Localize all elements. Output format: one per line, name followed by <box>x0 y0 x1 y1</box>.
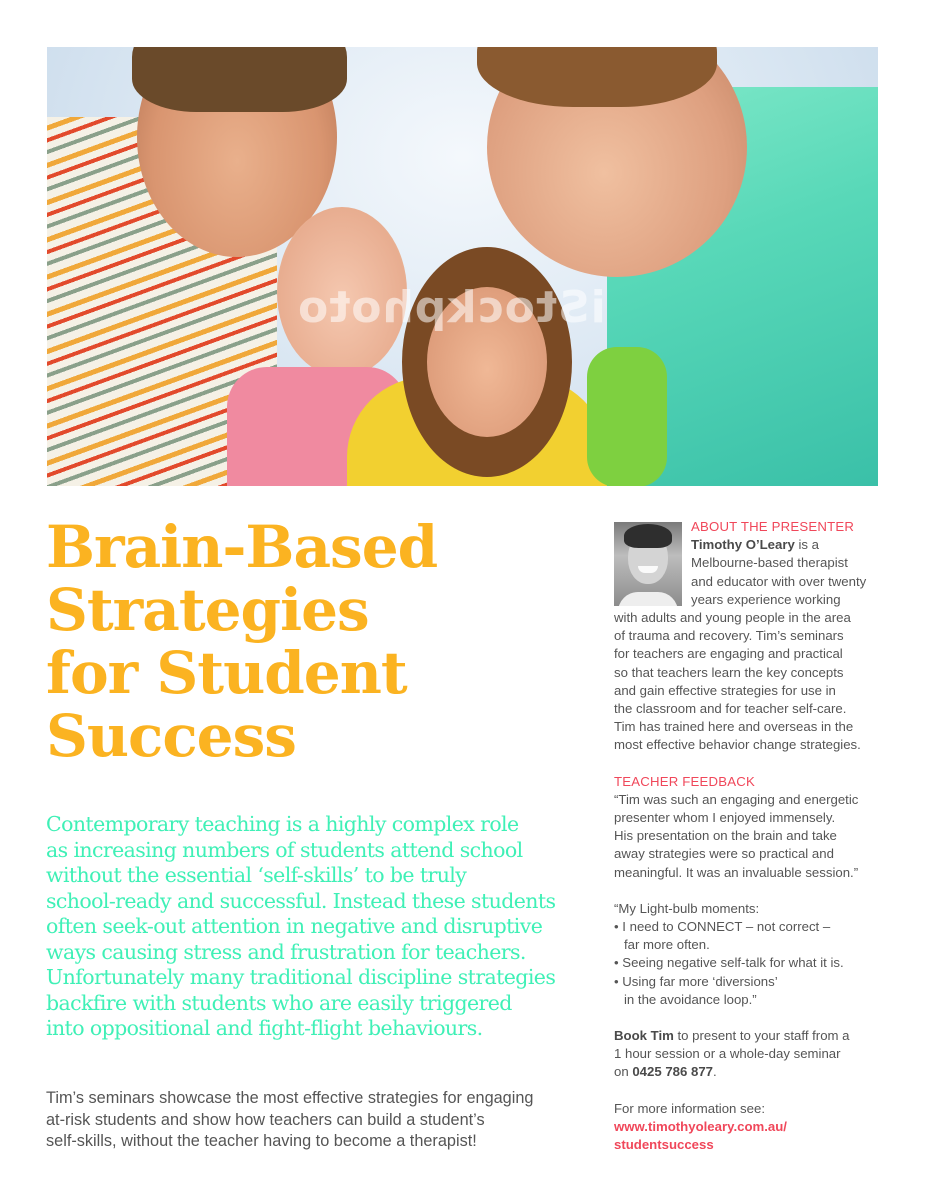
title-line: for Student <box>46 639 407 707</box>
phone-number[interactable]: 0425 786 877 <box>632 1064 714 1080</box>
about-heading: ABOUT THE PRESENTER <box>691 519 855 534</box>
sidebar <box>614 518 894 1154</box>
booking-section <box>614 1027 894 1082</box>
about-line: Melbourne-based therapist <box>691 555 848 571</box>
body-line: Tim’s seminars showcase the most effective strategies for engaging <box>46 1089 534 1107</box>
body-line: self-skills, without the teacher having to become a therapist! <box>46 1132 477 1150</box>
title-line: Strategies <box>46 576 369 644</box>
spacer <box>614 1009 894 1027</box>
about-line: so that teachers learn the key concepts <box>614 664 844 680</box>
feedback-heading: TEACHER FEEDBACK <box>614 773 755 789</box>
lead-line: into oppositional and fight-flight behaviours. <box>46 1016 483 1040</box>
booking-line <box>614 1027 894 1045</box>
about-line: most effective behavior change strategies. <box>614 737 861 753</box>
presenter-name: Timothy O’Leary <box>691 537 795 553</box>
website-link[interactable] <box>614 1118 894 1154</box>
booking-line-rest: to present to your staff from a <box>673 1028 850 1044</box>
spacer <box>614 882 894 900</box>
spacer <box>614 1082 894 1100</box>
moment-bullet-continuation: in the avoidance loop.” <box>624 991 757 1007</box>
about-line: of trauma and recovery. Tim’s seminars <box>614 628 844 644</box>
booking-line: 1 hour session or a whole-day seminar <box>614 1046 841 1062</box>
website-link-line2[interactable]: studentsuccess <box>614 1137 714 1153</box>
moment-bullet: • Using far more ‘diversions’ <box>614 973 778 989</box>
lead-line: ways causing stress and frustration for teachers. <box>46 939 526 964</box>
feedback-quote-line: “Tim was such an engaging and energetic <box>614 791 859 807</box>
about-line: and educator with over twenty <box>691 573 867 589</box>
body-paragraph <box>46 1088 606 1153</box>
moments-intro: “My Light-bulb moments: <box>614 900 760 916</box>
lead-line: without the essential ‘self-skills’ to be truly <box>46 863 467 887</box>
about-line: for teachers are engaging and practical <box>614 646 843 662</box>
book-tim-label: Book Tim <box>614 1028 674 1044</box>
moment-bullet-continuation: far more often. <box>624 937 710 953</box>
booking-line <box>614 1063 894 1081</box>
phone-prefix: on <box>614 1064 633 1080</box>
lead-paragraph <box>46 812 606 1042</box>
about-line: Tim has trained here and overseas in the <box>614 719 854 735</box>
about-line: with adults and young people in the area <box>614 610 851 626</box>
feedback-quote-line: His presentation on the brain and take <box>614 828 837 844</box>
title-line: Success <box>46 702 296 770</box>
hero-watermark: iStockphoto <box>297 282 606 333</box>
lead-line: backfire with students who are easily triggered <box>46 990 512 1015</box>
feedback-quote-line: meaningful. It was an invaluable session.” <box>614 864 859 880</box>
about-line: years experience working <box>691 591 841 607</box>
moment-bullet: • Seeing negative self-talk for what it is. <box>614 955 844 971</box>
lead-line: Unfortunately many traditional discipline strategies <box>46 965 556 989</box>
hero-green-sleeve <box>587 347 667 486</box>
feedback-section <box>614 773 894 1009</box>
hero-photo <box>47 47 878 486</box>
website-link-line1[interactable]: www.timothyoleary.com.au/ <box>614 1118 787 1134</box>
about-line: and gain effective strategies for use in <box>614 682 836 698</box>
moment-bullet: • I need to CONNECT – not correct – <box>614 919 831 935</box>
lead-line: often seek-out attention in negative and disruptive <box>46 914 543 938</box>
about-name-suffix: is a <box>794 537 820 553</box>
presenter-collar <box>618 592 678 606</box>
presenter-hair <box>624 524 672 548</box>
more-info-label: For more information see: <box>614 1100 765 1116</box>
more-info-section <box>614 1100 894 1155</box>
lead-line: school-ready and successful. Instead these students <box>46 888 556 913</box>
body-line: at-risk students and show how teachers can build a student’s <box>46 1110 485 1129</box>
page-title <box>46 513 566 770</box>
lead-line: Contemporary teaching is a highly complex role <box>46 812 519 836</box>
phone-suffix: . <box>713 1064 717 1080</box>
presenter-photo <box>614 522 682 606</box>
feedback-quote-line: presenter whom I enjoyed immensely. <box>614 810 836 826</box>
spacer <box>614 755 894 773</box>
about-line: the classroom and for teacher self-care. <box>614 701 847 717</box>
lead-line: as increasing numbers of students attend school <box>46 837 523 862</box>
feedback-quote-line: away strategies were so practical and <box>614 846 834 862</box>
title-line: Brain-Based <box>46 513 438 581</box>
hero-boy-left-hair <box>132 47 347 112</box>
